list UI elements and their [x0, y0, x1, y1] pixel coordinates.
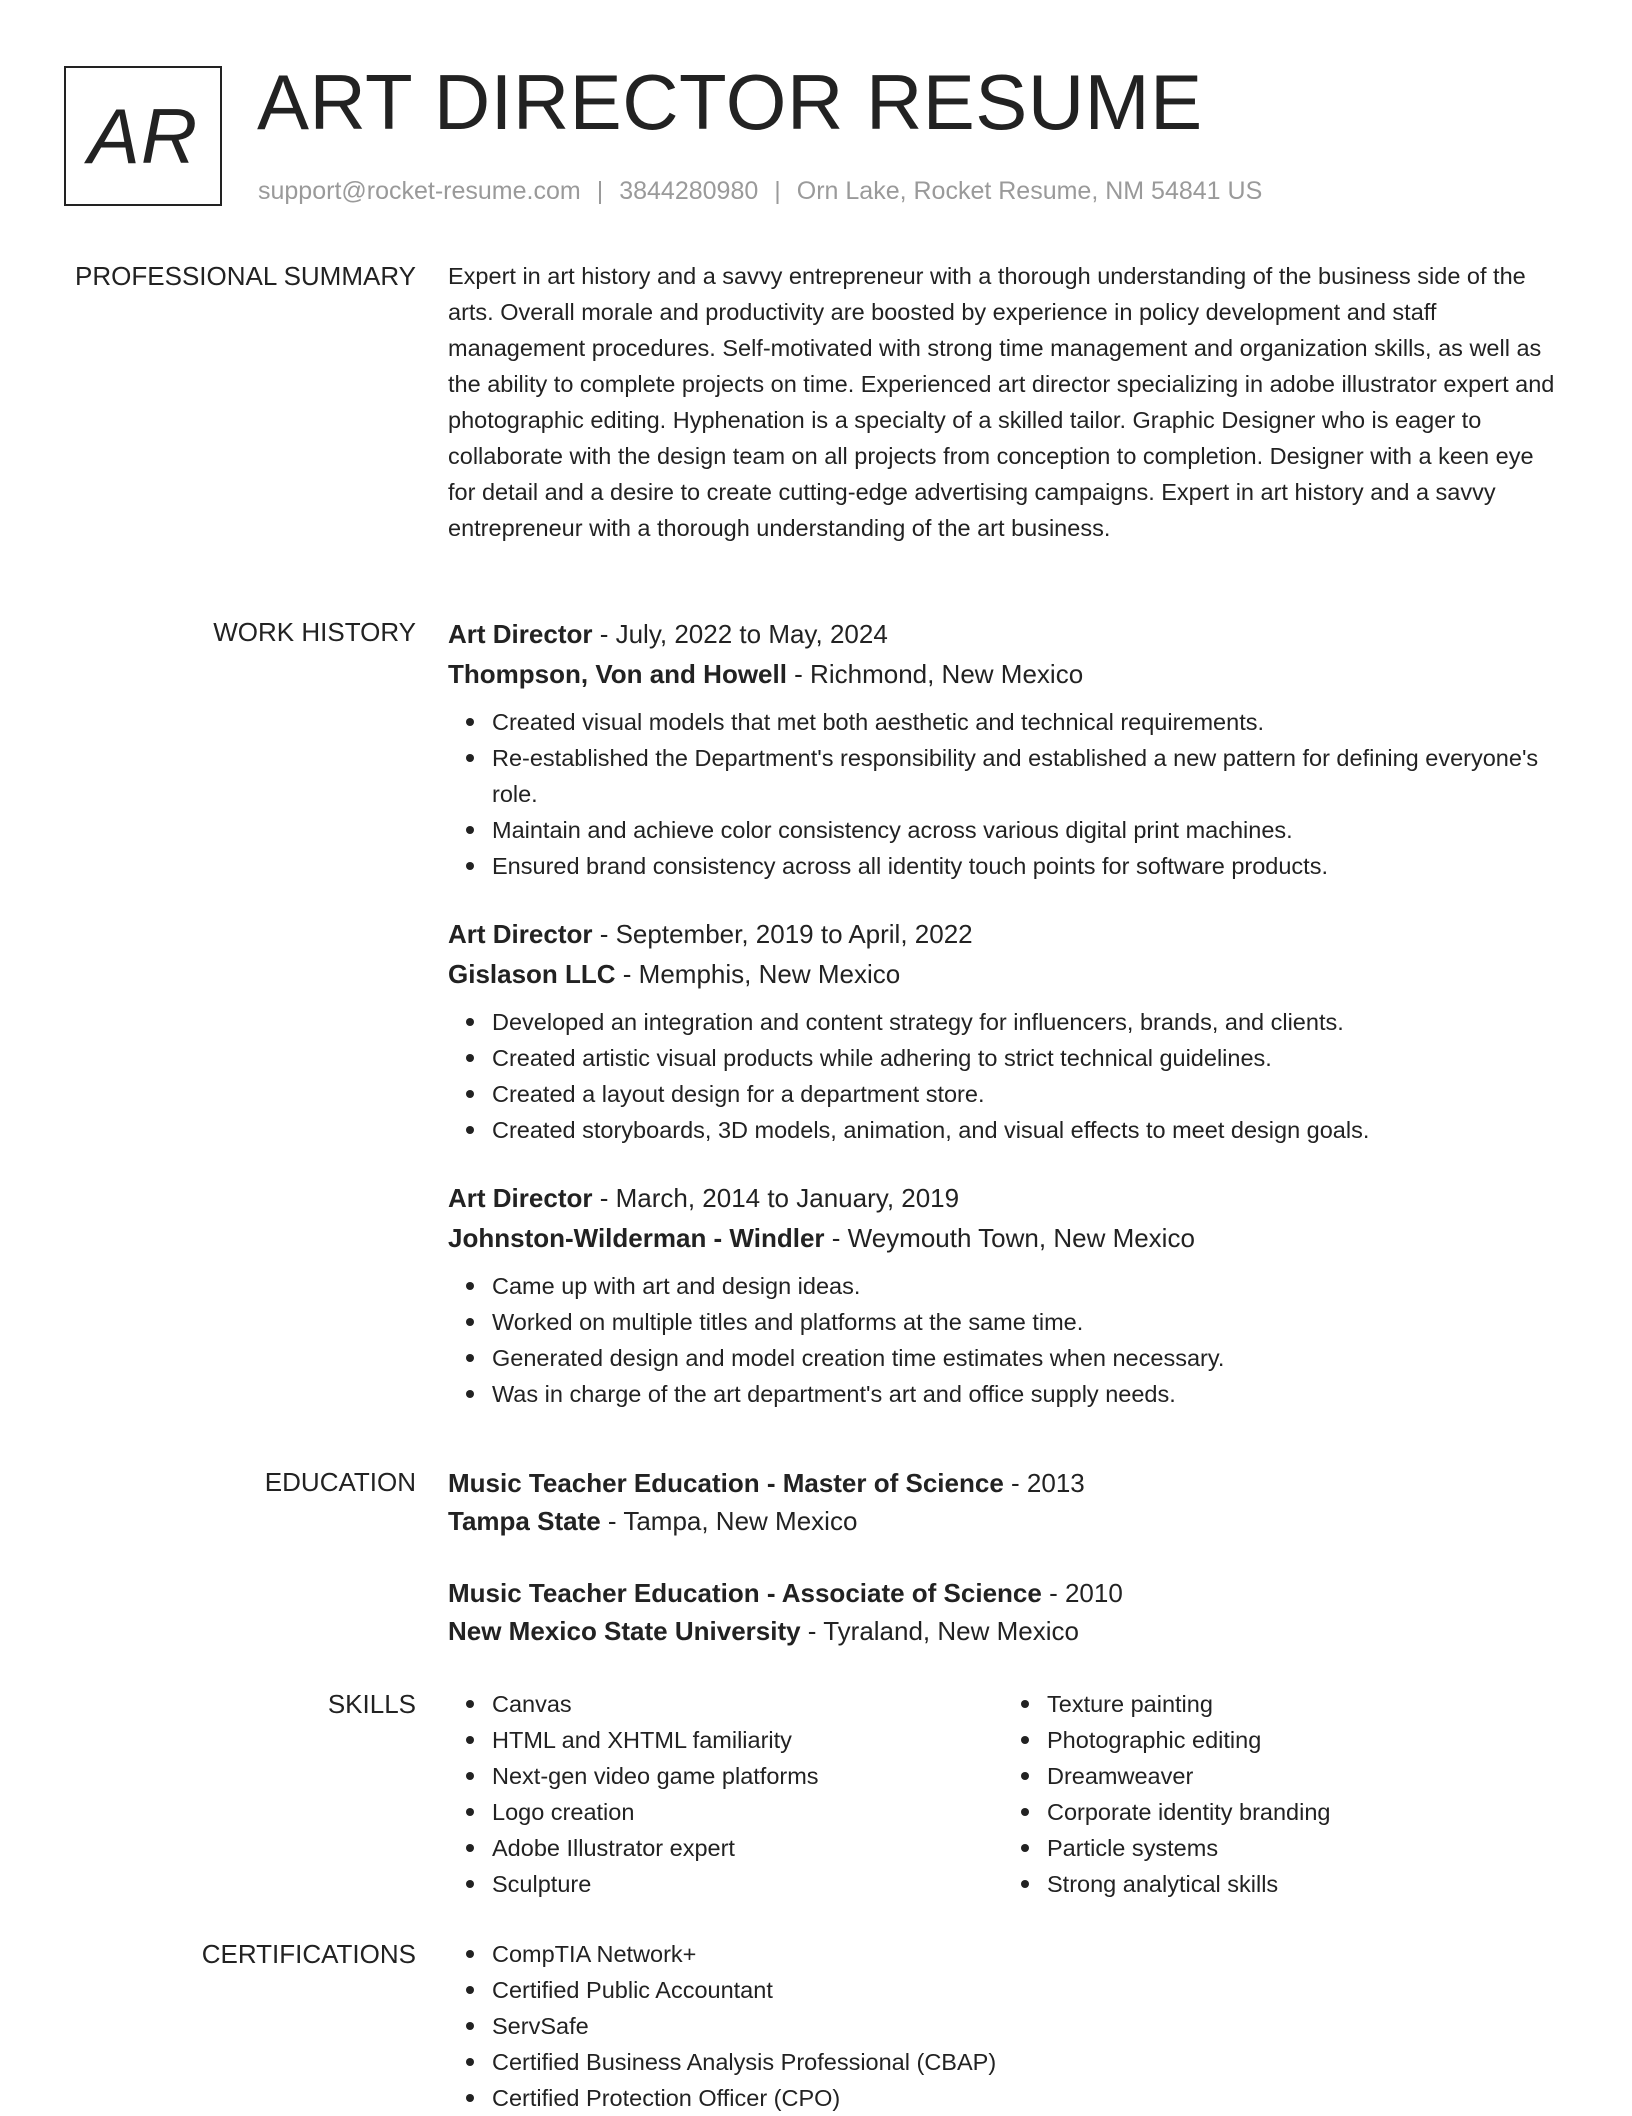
list-item: Dreamweaver	[1047, 1758, 1558, 1794]
section-label-certifications: CERTIFICATIONS	[201, 1939, 416, 1969]
list-item: Certified Public Accountant	[492, 1972, 1558, 2008]
certifications-list	[448, 1936, 1558, 2116]
education-entry	[448, 1464, 1558, 1540]
education-entry	[448, 1574, 1558, 1650]
job-bullets	[448, 1004, 1558, 1148]
education-degree: Music Teacher Education - Master of Science	[448, 1468, 1004, 1498]
list-item: Corporate identity branding	[1047, 1794, 1558, 1830]
list-item: Adobe Illustrator expert	[492, 1830, 1003, 1866]
list-item: Created visual models that met both aesthetic and technical requirements.	[492, 704, 1558, 740]
education-year: - 2010	[1041, 1578, 1123, 1608]
job-title: Art Director	[448, 619, 593, 649]
list-item: Sculpture	[492, 1866, 1003, 1902]
list-item: Created storyboards, 3D models, animation, and visual effects to meet design goals.	[492, 1112, 1558, 1148]
resume-title: ART DIRECTOR RESUME	[257, 58, 1203, 146]
education-location: - Tampa, New Mexico	[600, 1506, 858, 1536]
education-year: - 2013	[1003, 1468, 1085, 1498]
list-item: Created a layout design for a department store.	[492, 1076, 1558, 1112]
job-title-line	[448, 914, 1558, 954]
section-label-work-history: WORK HISTORY	[213, 617, 416, 647]
summary-text: Expert in art history and a savvy entrepreneur with a thorough understanding of the business side of the arts. Overall morale and productivity are boosted by experience in policy development and staff management procedures. Self-motivated with strong time management and organization skills, as well as the ability to complete projects on time. Experienced art director specializing in adobe illustrator expert and photographic editing. Hyphenation is a specialty of a skilled tailor. Graphic Designer who is eager to collaborate with the design team on all projects from conception to completion. Designer with a keen eye for detail and a desire to create cutting-edge advertising campaigns. Expert in art history and a savvy entrepreneur with a thorough understanding of the art business.	[448, 263, 1555, 541]
job-dates: - July, 2022 to May, 2024	[592, 619, 888, 649]
skills-list-left	[448, 1686, 1003, 1902]
education-school: New Mexico State University	[448, 1616, 801, 1646]
job-company: Johnston-Wilderman - Windler	[448, 1223, 825, 1253]
education-degree-line	[448, 1464, 1558, 1502]
education-school-line	[448, 1502, 1558, 1540]
education-degree: Music Teacher Education - Associate of Science	[448, 1578, 1042, 1608]
list-item: Re-established the Department's responsibility and established a new pattern for defining everyone's role.	[492, 740, 1558, 812]
job-dates: - March, 2014 to January, 2019	[592, 1183, 960, 1213]
job-title-line	[448, 1178, 1558, 1218]
contact-address: Orn Lake, Rocket Resume, NM 54841 US	[796, 177, 1263, 205]
job-title-line	[448, 614, 1558, 654]
job-company-line	[448, 954, 1558, 994]
list-item: Certified Protection Officer (CPO)	[492, 2080, 1558, 2116]
job-bullets	[448, 1268, 1558, 1412]
job-bullets	[448, 704, 1558, 884]
contact-email: support@rocket-resume.com	[258, 177, 581, 205]
section-label-summary: PROFESSIONAL SUMMARY	[75, 261, 416, 291]
contact-phone: 3844280980	[619, 177, 759, 205]
list-item: Developed an integration and content strategy for influencers, brands, and clients.	[492, 1004, 1558, 1040]
list-item: Certified Business Analysis Professional (CBAP)	[492, 2044, 1558, 2080]
job-dates: - September, 2019 to April, 2022	[592, 919, 973, 949]
job-company: Thompson, Von and Howell	[448, 659, 787, 689]
list-item: ServSafe	[492, 2008, 1558, 2044]
job-entry	[448, 914, 1558, 1148]
job-company-line	[448, 654, 1558, 694]
list-item: Generated design and model creation time estimates when necessary.	[492, 1340, 1558, 1376]
list-item: Worked on multiple titles and platforms at the same time.	[492, 1304, 1558, 1340]
education-school: Tampa State	[448, 1506, 601, 1536]
list-item: Ensured brand consistency across all identity touch points for software products.	[492, 848, 1558, 884]
job-title: Art Director	[448, 919, 593, 949]
list-item: Logo creation	[492, 1794, 1003, 1830]
list-item: Strong analytical skills	[1047, 1866, 1558, 1902]
job-location: - Weymouth Town, New Mexico	[824, 1223, 1195, 1253]
education-school-line	[448, 1612, 1558, 1650]
job-location: - Memphis, New Mexico	[615, 959, 901, 989]
list-item: Was in charge of the art department's art and office supply needs.	[492, 1376, 1558, 1412]
contact-line	[258, 174, 1262, 208]
list-item: Photographic editing	[1047, 1722, 1558, 1758]
list-item: Next-gen video game platforms	[492, 1758, 1003, 1794]
list-item: Came up with art and design ideas.	[492, 1268, 1558, 1304]
job-company-line	[448, 1218, 1558, 1258]
contact-separator: |	[596, 177, 604, 205]
list-item: Maintain and achieve color consistency across various digital print machines.	[492, 812, 1558, 848]
skills-columns	[448, 1686, 1558, 1902]
section-label-education: EDUCATION	[264, 1467, 416, 1497]
job-company: Gislason LLC	[448, 959, 616, 989]
job-title: Art Director	[448, 1183, 593, 1213]
monogram-text: AR	[87, 91, 199, 180]
job-entry	[448, 614, 1558, 884]
education-location: - Tyraland, New Mexico	[800, 1616, 1079, 1646]
list-item: Canvas	[492, 1686, 1003, 1722]
education-degree-line	[448, 1574, 1558, 1612]
job-location: - Richmond, New Mexico	[786, 659, 1084, 689]
list-item: Texture painting	[1047, 1686, 1558, 1722]
list-item: CompTIA Network+	[492, 1936, 1558, 1972]
job-entry	[448, 1178, 1558, 1412]
monogram-badge	[64, 66, 222, 206]
list-item: Created artistic visual products while adhering to strict technical guidelines.	[492, 1040, 1558, 1076]
contact-separator: |	[774, 177, 781, 205]
section-label-skills: SKILLS	[327, 1689, 416, 1719]
skills-list-right	[1003, 1686, 1558, 1902]
list-item: Particle systems	[1047, 1830, 1558, 1866]
list-item: HTML and XHTML familiarity	[492, 1722, 1003, 1758]
